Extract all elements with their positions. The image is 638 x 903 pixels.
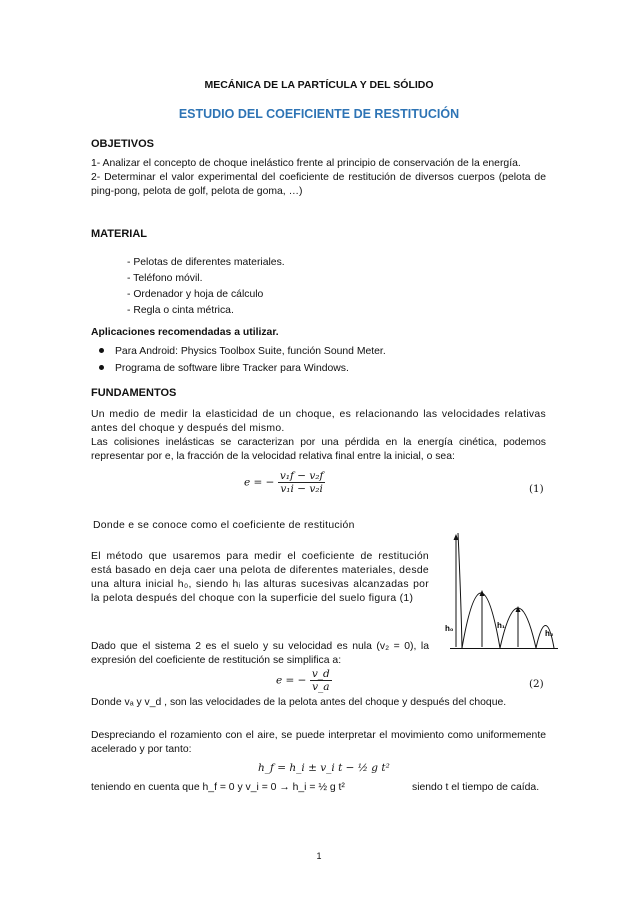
apps-list [91, 343, 386, 377]
fundamentos-p1: Un medio de medir la elasticidad de un choque, es relacionando las velocidades relativas antes del choque y después del mismo. [91, 409, 546, 434]
fundamentos-p6: Donde vₐ y v_d , son las velocidades de la pelota antes del choque y después del choque. [91, 697, 507, 708]
fundamentos-heading: FUNDAMENTOS [91, 387, 177, 399]
material-heading: MATERIAL [91, 228, 148, 240]
fundamentos-p8a: teniendo en cuenta que h_f = 0 y v_i = 0 → h_i = ½ g t² [91, 782, 345, 793]
bounce-arc-1 [462, 593, 500, 648]
bullet-icon [99, 348, 104, 353]
objetivo-2: 2- Determinar el valor experimental del coeficiente de restitución de diversos cuerpos (pelota de ping-pong, pelota de golf, pelota de goma, …) [91, 172, 546, 197]
h1-label: h₁ [497, 621, 506, 630]
fundamentos-p4: El método que usaremos para medir el coeficiente de restitución está basado en deja caer una pelota de diferentes materiales, desde una altura inicial h₀, siendo hᵢ las alturas sucesivas alcanzadas por la pelota después del choque con la superficie del suelo figura (1) [91, 551, 429, 604]
equation-2: e = − $\frac{v\_d}{v\_a}$ [276, 668, 330, 693]
page-number: 1 [316, 851, 322, 861]
arrow-up-icon [516, 606, 521, 612]
fundamentos-p2: Las colisiones inelásticas se caracterizan por una pérdida en la energía cinética, podemos representar por e, la fracción de la velocidad relativa final entre la inicial, o sea: [91, 437, 546, 462]
fundamentos-p3: Donde e se conoce como el coeficiente de restitución [93, 520, 355, 531]
list-item: Para Android: Physics Toolbox Suite, función Sound Meter. [91, 343, 386, 360]
h2-label: h₂ [545, 629, 554, 638]
fundamentos-p5: Dado que el sistema 2 es el suelo y su velocidad es nula (v₂ = 0), la expresión del coeficiente de restitución se simplifica a: [91, 641, 429, 666]
bullet-icon [99, 365, 104, 370]
equation-1-number: (1) [529, 483, 544, 495]
equation-1: e = − $\frac{\text{v₁f − v₂f}}{\text{v₁i − v₂i}}$ [244, 470, 324, 495]
course-title: MECÁNICA DE LA PARTÍCULA Y DEL SÓLIDO [204, 79, 434, 91]
objetivo-1: 1- Analizar el concepto de choque inelástico frente al principio de conservación de la energía. [91, 158, 521, 169]
apps-heading: Aplicaciones recomendadas a utilizar. [91, 327, 279, 338]
material-item: - Regla o cinta métrica. [127, 305, 234, 316]
material-item: - Teléfono móvil. [127, 273, 203, 284]
document-title: ESTUDIO DEL COEFICIENTE DE RESTITUCIÓN [178, 107, 460, 121]
fundamentos-p8b: siendo t el tiempo de caída. [412, 782, 540, 793]
objetivos-heading: OBJETIVOS [91, 138, 154, 150]
list-item: Programa de software libre Tracker para Windows. [91, 360, 386, 377]
material-list [127, 255, 285, 319]
h0-label: h₀ [445, 624, 454, 633]
fundamentos-p7: Despreciando el rozamiento con el aire, se puede interpretar el movimiento como uniformemente acelerado y por tanto: [91, 730, 546, 755]
drop-trajectory [458, 533, 462, 648]
equation-3: h_f = h_i ± v_i t − ½ g t² [258, 762, 390, 774]
material-item: - Pelotas de diferentes materiales. [127, 257, 285, 268]
equation-2-number: (2) [529, 678, 544, 690]
bounce-figure [445, 528, 560, 650]
material-item: - Ordenador y hoja de cálculo [127, 289, 264, 300]
